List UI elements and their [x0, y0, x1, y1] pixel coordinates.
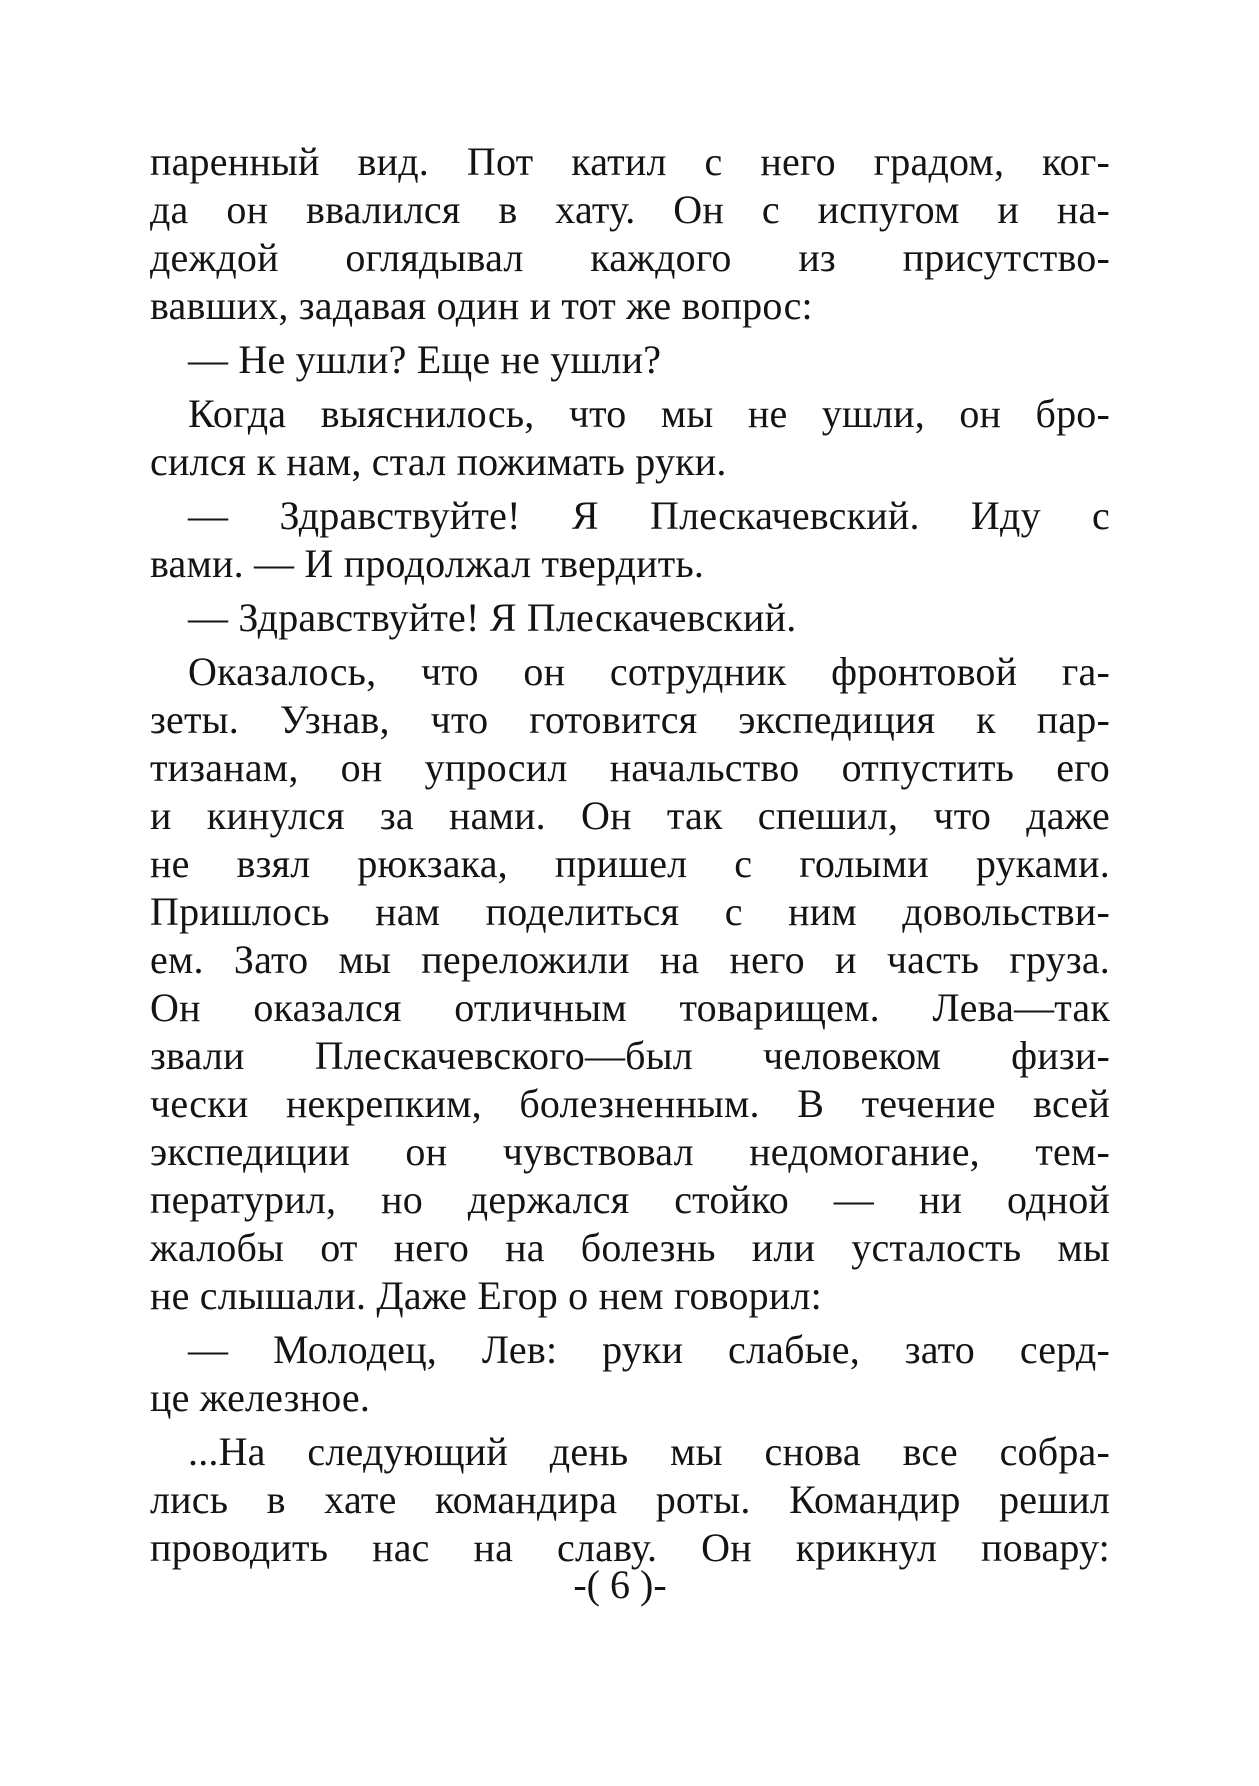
text-line: и кинулся за нами. Он так спешил, что даже	[150, 793, 1110, 838]
text-line: чески некрепким, болезненным. В течение всей	[150, 1081, 1110, 1126]
text-line: лись в хате командира роты. Командир решил	[150, 1477, 1110, 1522]
text-line: паренный вид. Пот катил с него градом, ког-	[150, 139, 1110, 184]
text-line: экспедиции он чувствовал недомогание, тем-	[150, 1129, 1110, 1174]
text-line: вавших, задавая один и тот же вопрос:	[150, 283, 813, 328]
text-line: вами. — И продолжал твердить.	[150, 541, 705, 586]
text-line: це железное.	[150, 1375, 371, 1420]
text-line: деждой оглядывал каждого из присутство-	[150, 235, 1110, 280]
page-number: -( 6 )-	[573, 1562, 667, 1607]
text-line: не слышали. Даже Егор о нем говорил:	[150, 1273, 822, 1318]
text-line: Пришлось нам поделиться с ним довольстви-	[150, 889, 1110, 934]
text-line: зеты. Узнав, что готовится экспедиция к пар-	[150, 697, 1110, 742]
text-line: звали Плескачевского—был человеком физи-	[150, 1033, 1110, 1078]
text-line: Он оказался отличным товарищем. Лева—так	[150, 985, 1110, 1030]
text-line: Когда выяснилось, что мы не ушли, он бро-	[188, 391, 1110, 436]
text-line: пературил, но держался стойко — ни одной	[150, 1177, 1110, 1222]
dialogue-line: — Здравствуйте! Я Плескачевский. Иду с	[188, 493, 1110, 538]
text-line: не взял рюкзака, пришел с голыми руками.	[150, 841, 1110, 886]
text-line: ...На следующий день мы снова все собра-	[188, 1429, 1110, 1474]
text-line: да он ввалился в хату. Он с испугом и на-	[150, 187, 1110, 232]
dialogue-line: — Молодец, Лев: руки слабые, зато серд-	[188, 1327, 1110, 1372]
text-line: тизанам, он упросил начальство отпустить его	[150, 745, 1110, 790]
dialogue-line: — Не ушли? Еще не ушли?	[188, 337, 662, 382]
text-line: сился к нам, стал пожимать руки.	[150, 439, 727, 484]
text-line: Оказалось, что он сотрудник фронтовой га-	[188, 649, 1110, 694]
text-line: жалобы от него на болезнь или усталость мы	[150, 1225, 1110, 1270]
text-line: ем. Зато мы переложили на него и часть груза.	[150, 937, 1110, 982]
dialogue-line: — Здравствуйте! Я Плескачевский.	[188, 595, 797, 640]
text-line: проводить нас на славу. Он крикнул повару:	[150, 1525, 1110, 1570]
